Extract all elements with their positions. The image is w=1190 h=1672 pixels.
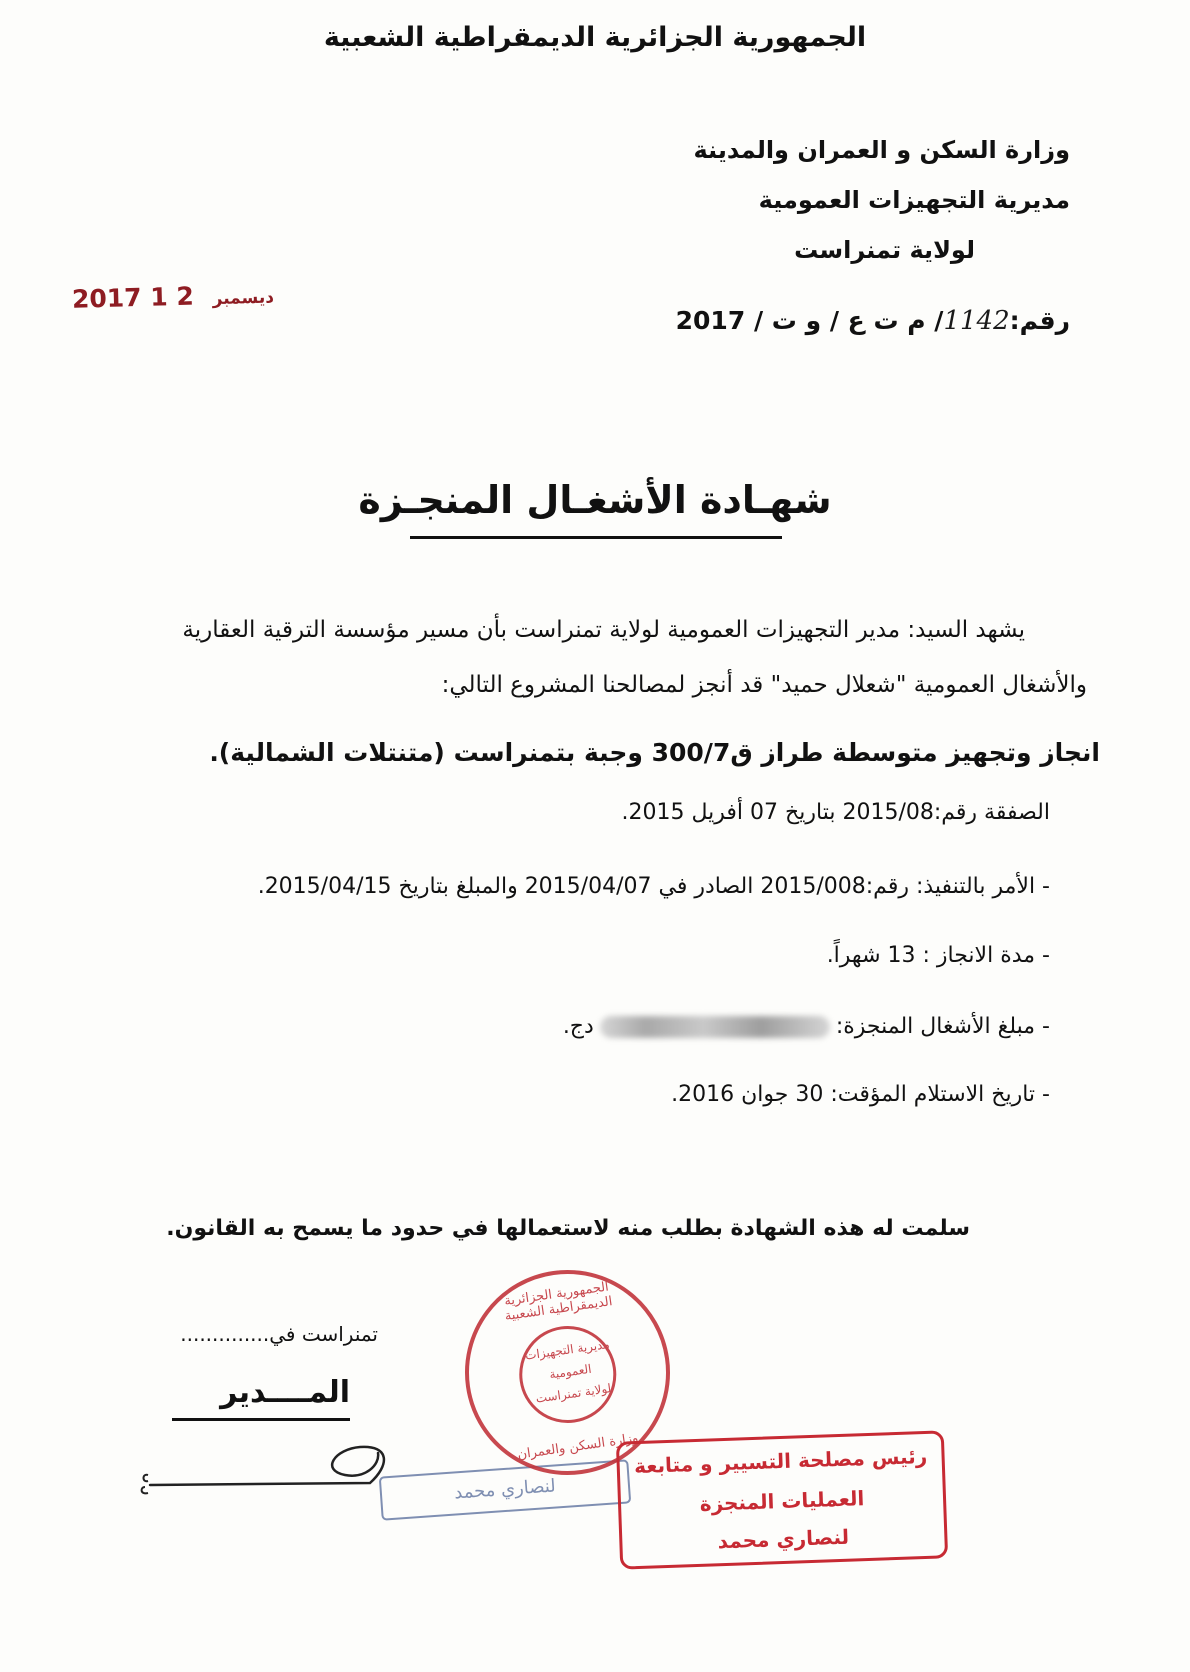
body-paragraph-line2: والأشغال العمومية "شعلال حميد" قد أنجز لمصالحنا المشروع التالي: <box>441 672 1087 698</box>
reference-number <box>676 306 1070 336</box>
box-stamp-line3: لنصاري محمد <box>717 1524 850 1554</box>
deal-line: الصفقة رقم:2015/08 بتاريخ 07 أفريل 2015. <box>621 800 1050 825</box>
seal-inner-circle <box>513 1320 623 1430</box>
seal-ring-top-text: الجمهورية الجزائرية الديمقراطية الشعبية <box>503 1279 614 1325</box>
title-underline <box>410 536 782 539</box>
place-date: تمنراست في.............. <box>180 1322 378 1346</box>
amount-currency: دج. <box>562 1014 594 1039</box>
ministry-line: وزارة السكن و العمران والمدينة <box>693 136 1070 164</box>
project-title: انجاز وتجهيز متوسطة طراز ق300/7 وجبة بتمنراست (متنتلات الشمالية). <box>209 738 1100 767</box>
date-stamp-month: ديسمبر <box>212 287 275 310</box>
body-paragraph-line1: يشهد السيد: مدير التجهيزات العمومية لولاية تمنراست بأن مسير مؤسسة الترقية العقارية <box>182 617 1025 643</box>
seal-ring-bottom-text: وزارة السكن والعمران <box>516 1430 640 1463</box>
signature <box>140 1425 400 1515</box>
date-stamp <box>72 279 285 314</box>
directorate-line: مديرية التجهيزات العمومية <box>758 186 1070 214</box>
duration-line: - مدة الانجاز : 13 شهراً. <box>826 943 1050 968</box>
service-head-stamp <box>616 1430 948 1569</box>
delivery-statement: سلمت له هذه الشهادة بطلب منه لاستعمالها في حدود ما يسمح به القانون. <box>166 1216 970 1241</box>
amount-line <box>563 1014 1050 1039</box>
director-underline <box>172 1418 350 1421</box>
director-title: المــــدير <box>220 1375 350 1410</box>
box-stamp-line1: رئيس مصلحة التسيير و متابعة <box>633 1443 928 1479</box>
date-stamp-year: 2017 <box>71 282 142 314</box>
document-title: شهـادة الأشغـال المنجـزة <box>358 478 832 522</box>
amount-label: - مبلغ الأشغال المنجزة: <box>835 1014 1050 1039</box>
reference-suffix: / م ت ع / و ت / 2017 <box>675 306 944 335</box>
box-stamp-line2: العمليات المنجزة <box>699 1486 865 1516</box>
redacted-amount <box>600 1016 830 1038</box>
seal-center-line3: لولاية تمنراست <box>534 1381 613 1406</box>
reference-prefix: رقم: <box>1009 306 1070 335</box>
republic-heading: الجمهورية الجزائرية الديمقراطية الشعبية <box>323 22 867 53</box>
order-line: - الأمر بالتنفيذ: رقم:2015/008 الصادر في 2015/04/07 والمبلغ بتاريخ 2015/04/15. <box>257 874 1050 899</box>
reference-handwritten: 1142 <box>943 306 1010 336</box>
seal-center-line1: مديرية التجهيزات <box>524 1336 611 1363</box>
wilaya-line: لولاية تمنراست <box>794 236 975 264</box>
receipt-line: - تاريخ الاستلام المؤقت: 30 جوان 2016. <box>671 1082 1050 1107</box>
date-stamp-day: 2 1 <box>149 281 195 312</box>
blue-name-stamp: لنصاري محمد <box>379 1459 631 1520</box>
seal-center-line2: العمومية <box>548 1361 593 1382</box>
